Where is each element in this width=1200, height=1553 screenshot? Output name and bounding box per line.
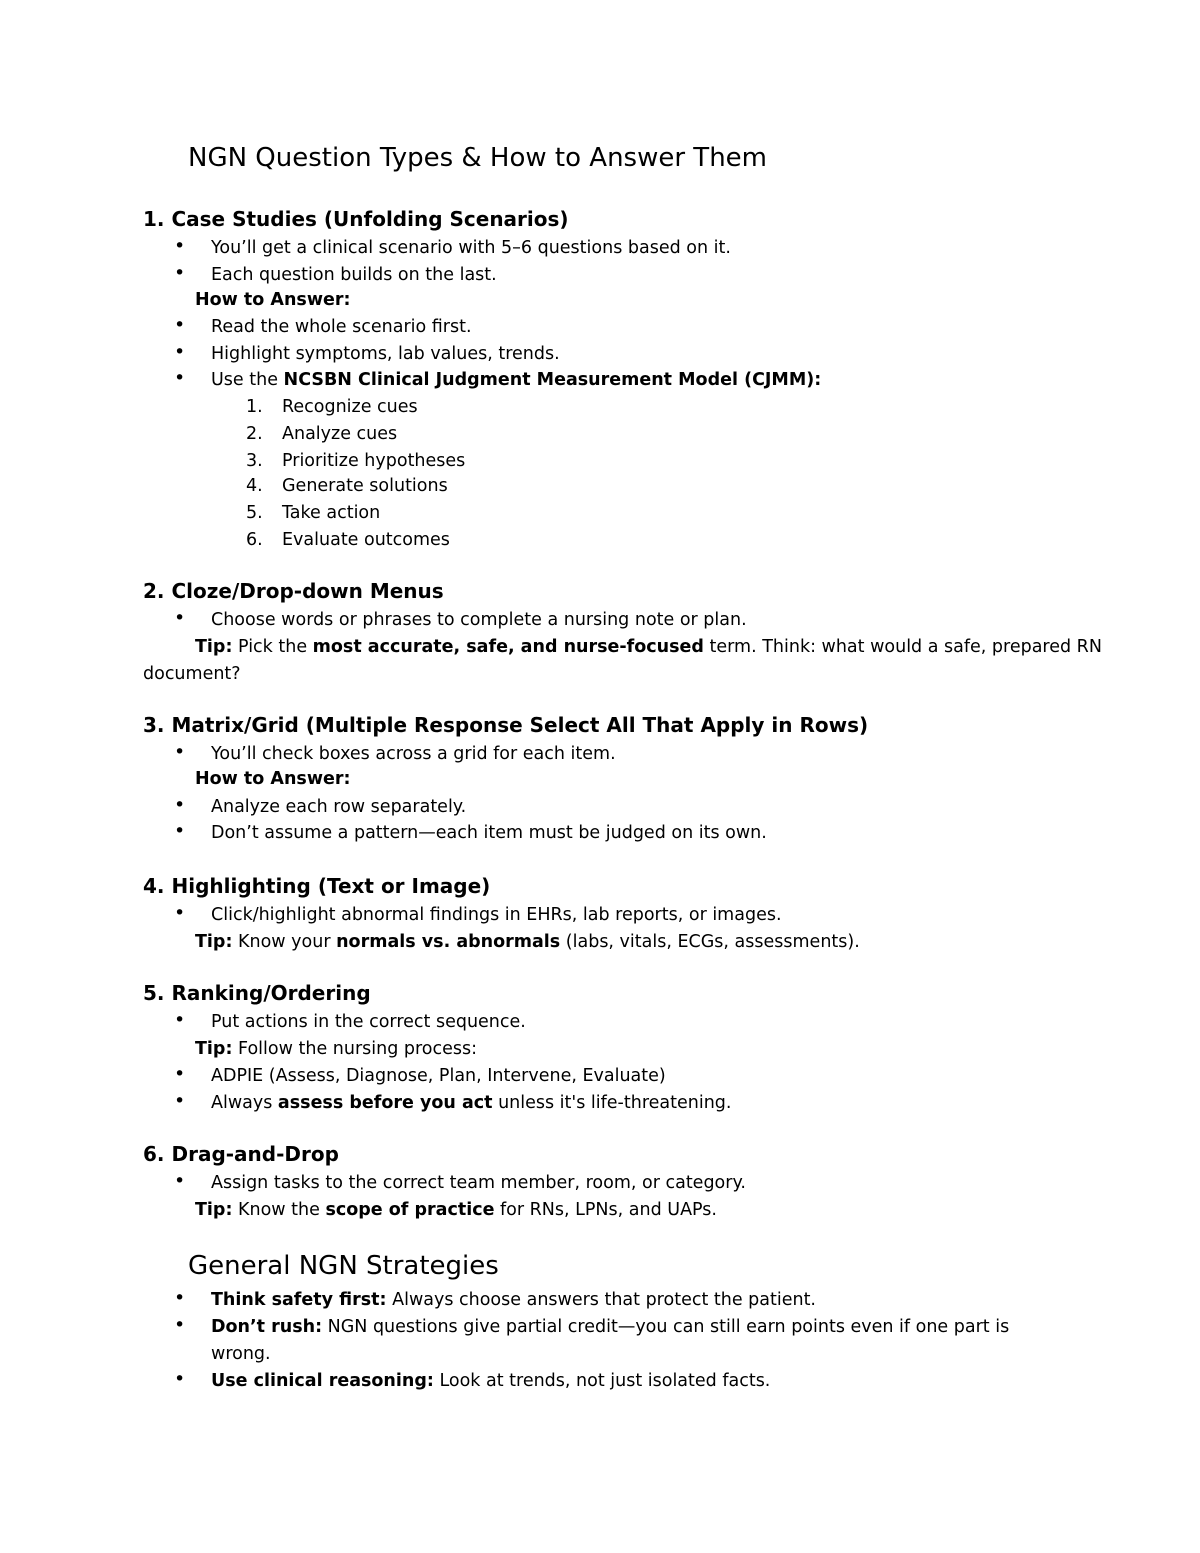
- list-item-text: Assign tasks to the correct team member, room, or category.: [211, 1173, 746, 1193]
- list-item: [0, 1090, 1200, 1119]
- item-text: Evaluate outcomes: [282, 530, 450, 550]
- subheading: How to Answer:: [195, 769, 351, 789]
- list-item-text: Choose words or phrases to complete a nursing note or plan.: [211, 610, 747, 630]
- list-item-text: Analyze each row separately.: [211, 797, 467, 817]
- section-heading: 6. Drag-and-Drop: [143, 1142, 339, 1166]
- bullet-icon: •: [174, 741, 186, 763]
- bullet-icon: •: [174, 794, 186, 816]
- bullet-icon: •: [174, 341, 186, 363]
- bullet-icon: •: [174, 1090, 186, 1112]
- list-item-text: Don’t assume a pattern—each item must be judged on its own.: [211, 823, 767, 843]
- list-item-text: You’ll get a clinical scenario with 5–6 questions based on it.: [211, 238, 731, 258]
- list-item-continued: [0, 1344, 1200, 1370]
- list-item: [0, 262, 1200, 291]
- numbered-item: [0, 451, 1200, 477]
- tip-text: Tip: Know your normals vs. abnormals (labs, vitals, ECGs, assessments).: [195, 932, 860, 952]
- numbered-item: [0, 503, 1200, 529]
- list-item-text: Don’t rush: NGN questions give partial credit—you can still earn points even if one part is: [211, 1317, 1010, 1337]
- item-text: Prioritize hypotheses: [282, 451, 466, 471]
- numbered-item: [0, 530, 1200, 556]
- bullet-icon: •: [174, 1063, 186, 1085]
- numbered-item: [0, 397, 1200, 423]
- list-item-text: Read the whole scenario first.: [211, 317, 472, 337]
- list-item: [0, 741, 1200, 770]
- tip-line: [0, 1200, 1200, 1226]
- list-item: [0, 314, 1200, 343]
- list-item: [0, 820, 1200, 849]
- how-to-answer-label: [0, 290, 1200, 316]
- bullet-icon: •: [174, 367, 186, 389]
- list-item: [0, 607, 1200, 636]
- tip-line: [0, 1039, 1200, 1065]
- tip-line: [0, 932, 1200, 958]
- list-item: [0, 1368, 1200, 1397]
- item-number: 2.: [246, 424, 263, 444]
- numbered-item: [0, 476, 1200, 502]
- list-item-text: Click/highlight abnormal findings in EHRs, lab reports, or images.: [211, 905, 782, 925]
- item-text: Analyze cues: [282, 424, 398, 444]
- item-number: 3.: [246, 451, 263, 471]
- section-heading: 4. Highlighting (Text or Image): [143, 874, 491, 898]
- item-number: 5.: [246, 503, 263, 523]
- section-heading: 3. Matrix/Grid (Multiple Response Select All That Apply in Rows): [143, 713, 869, 737]
- bullet-icon: •: [174, 314, 186, 336]
- list-item-text: Use clinical reasoning: Look at trends, not just isolated facts.: [211, 1371, 771, 1391]
- item-number: 6.: [246, 530, 263, 550]
- list-item: [0, 235, 1200, 264]
- list-item-text: Put actions in the correct sequence.: [211, 1012, 526, 1032]
- list-item: [0, 1287, 1200, 1316]
- list-item-text: Use the NCSBN Clinical Judgment Measurement Model (CJMM):: [211, 370, 822, 390]
- subheading: How to Answer:: [195, 290, 351, 310]
- how-to-answer-label: [0, 769, 1200, 795]
- bullet-icon: •: [174, 1009, 186, 1031]
- item-text: Generate solutions: [282, 476, 448, 496]
- bullet-icon: •: [174, 235, 186, 257]
- list-item-text: ADPIE (Assess, Diagnose, Plan, Intervene, Evaluate): [211, 1066, 666, 1086]
- item-number: 1.: [246, 397, 263, 417]
- bullet-icon: •: [174, 1287, 186, 1309]
- list-item: [0, 367, 1200, 396]
- list-item-text: Think safety first: Always choose answers that protect the patient.: [211, 1290, 816, 1310]
- list-item-text: wrong.: [211, 1344, 271, 1364]
- list-item-text: Highlight symptoms, lab values, trends.: [211, 344, 560, 364]
- section-heading: 1. Case Studies (Unfolding Scenarios): [143, 207, 569, 231]
- tip-text: Tip: Pick the most accurate, safe, and nurse-focused term. Think: what would a safe, prepared RN: [195, 637, 1102, 657]
- numbered-item: [0, 424, 1200, 450]
- bullet-icon: •: [174, 1368, 186, 1390]
- section-heading: 2. Cloze/Drop-down Menus: [143, 579, 444, 603]
- bullet-icon: •: [174, 1170, 186, 1192]
- tip-line: [0, 637, 1200, 663]
- item-text: Take action: [282, 503, 381, 523]
- section-heading: General NGN Strategies: [188, 1251, 499, 1281]
- tip-text: Tip: Know the scope of practice for RNs, LPNs, and UAPs.: [195, 1200, 717, 1220]
- bullet-icon: •: [174, 902, 186, 924]
- list-item-text: Always assess before you act unless it's life-threatening.: [211, 1093, 732, 1113]
- bullet-icon: •: [174, 607, 186, 629]
- page-title: NGN Question Types & How to Answer Them: [188, 143, 767, 173]
- tip-wrap: [0, 664, 1200, 690]
- list-item: [0, 1170, 1200, 1199]
- list-item: [0, 1063, 1200, 1092]
- list-item-text: You’ll check boxes across a grid for each item.: [211, 744, 616, 764]
- list-item: [0, 1009, 1200, 1038]
- item-text: Recognize cues: [282, 397, 418, 417]
- list-item: [0, 902, 1200, 931]
- list-item: [0, 1314, 1200, 1343]
- section-heading: 5. Ranking/Ordering: [143, 981, 371, 1005]
- bullet-icon: •: [174, 1314, 186, 1336]
- bullet-icon: •: [174, 820, 186, 842]
- tip-text: Tip: Follow the nursing process:: [195, 1039, 478, 1059]
- list-item-text: Each question builds on the last.: [211, 265, 497, 285]
- tip-text-continued: document?: [143, 664, 241, 684]
- bullet-icon: •: [174, 262, 186, 284]
- item-number: 4.: [246, 476, 263, 496]
